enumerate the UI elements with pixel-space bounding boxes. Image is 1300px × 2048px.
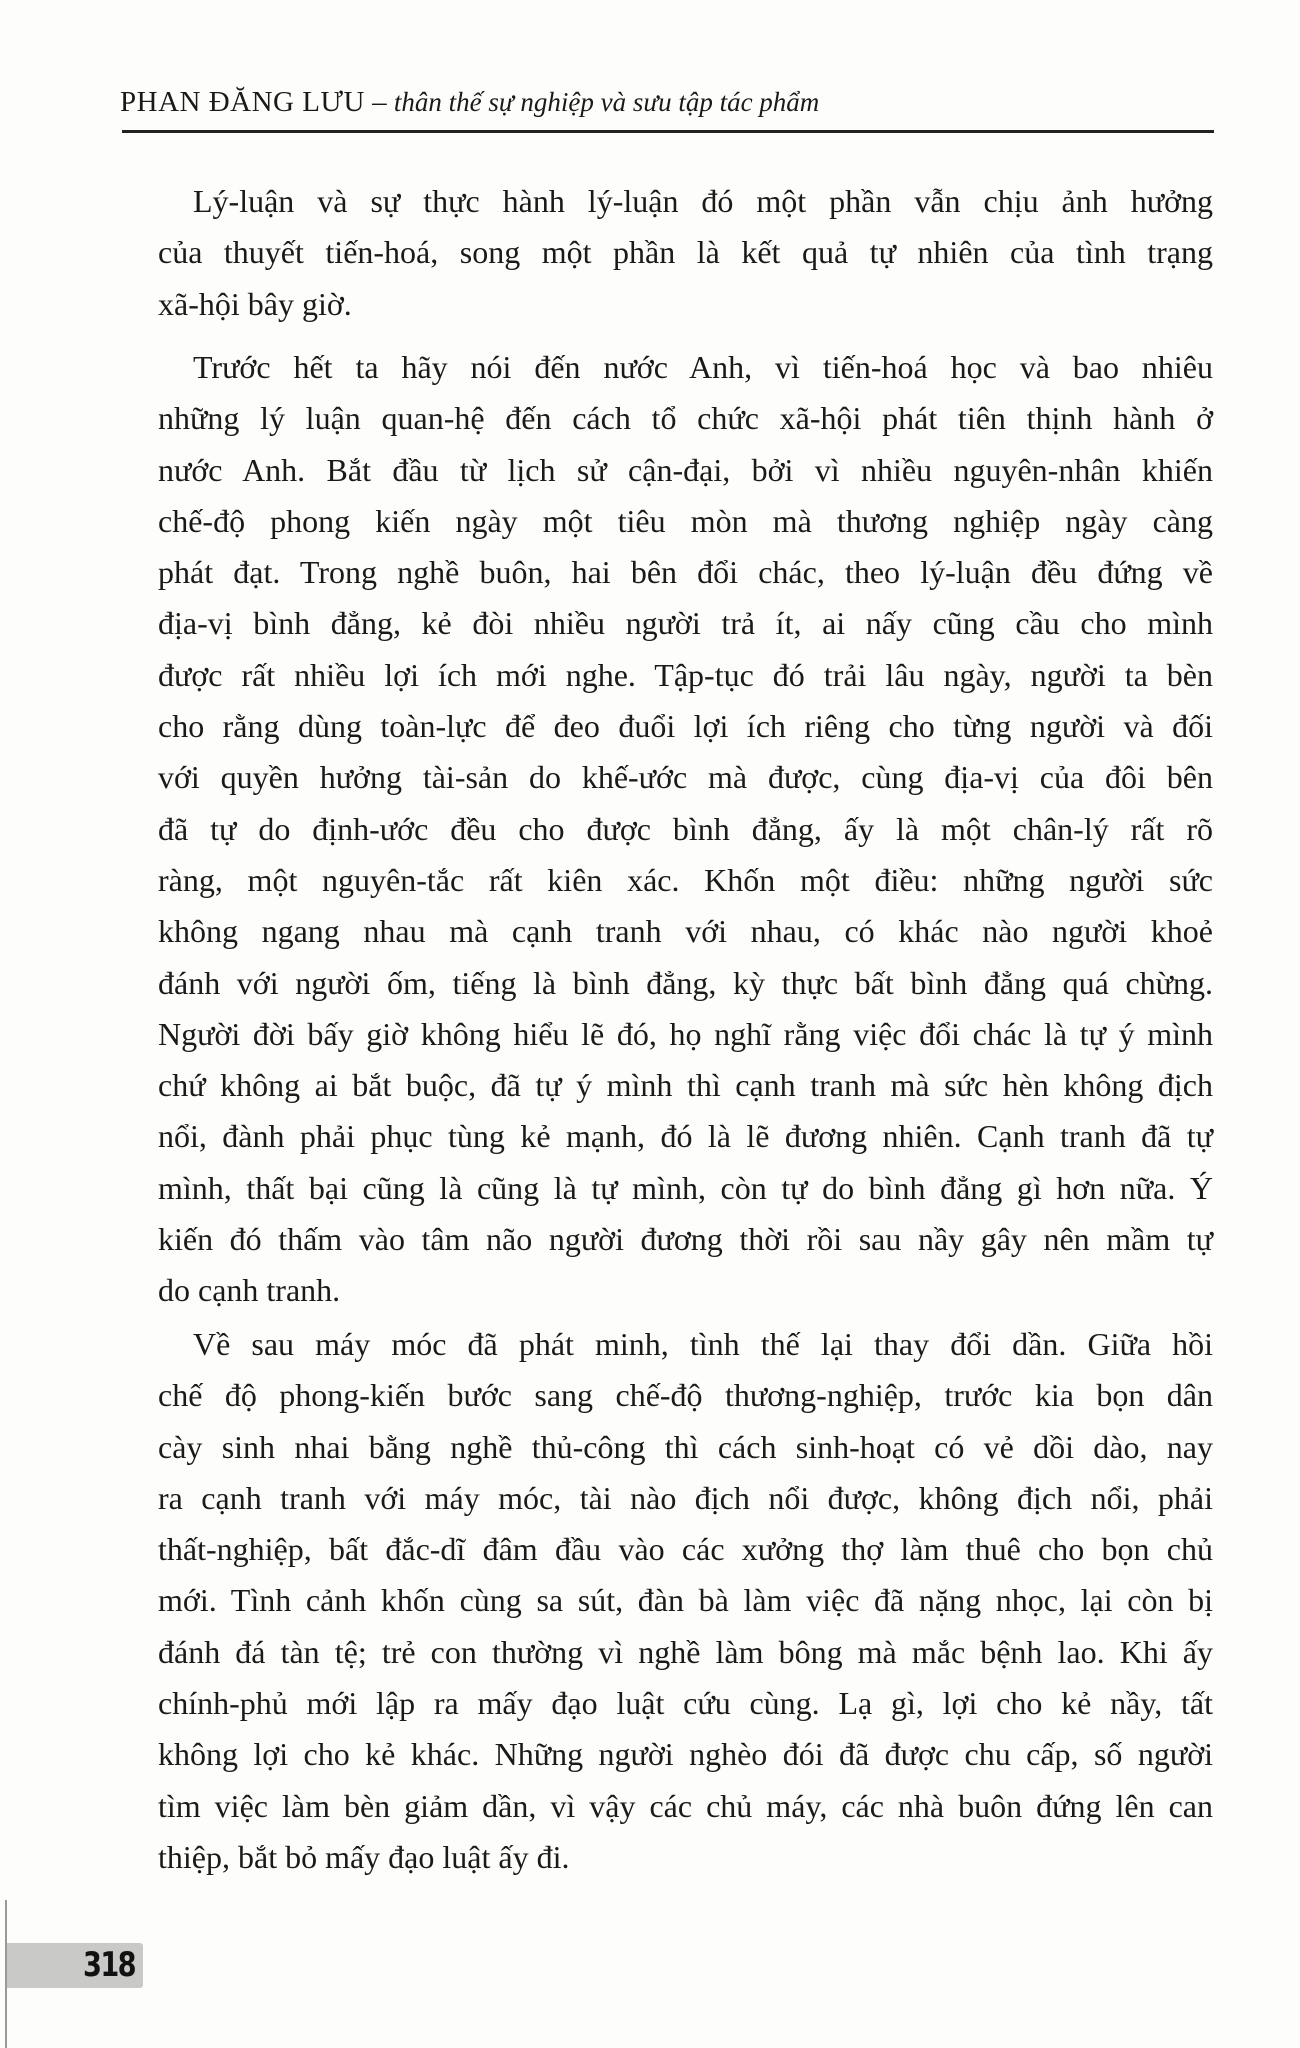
page-number: 318 (83, 1945, 135, 1985)
paragraph-2 (158, 342, 1213, 1317)
text-line: ràng, một nguyên-tắc rất kiên xác. Khốn một điều: những người sức (158, 861, 1213, 898)
header-rule (122, 130, 1214, 133)
text-line: cày sinh nhai bằng nghề thủ-công thì cách sinh-hoạt có vẻ dồi dào, nay (158, 1428, 1213, 1465)
text-line: cho rằng dùng toàn-lực để đeo đuổi lợi ích riêng cho từng người và đối (158, 708, 1213, 745)
text-line: ra cạnh tranh với máy móc, tài nào địch nổi được, không địch nổi, phải (158, 1479, 1213, 1516)
text-line: đánh đá tàn tệ; trẻ con thường vì nghề làm bông mà mắc bệnh lao. Khi ấy (158, 1633, 1213, 1670)
text-line: xã-hội bây giờ. (158, 285, 352, 322)
text-line: nổi, đành phải phục tùng kẻ mạnh, đó là lẽ đương nhiên. Cạnh tranh đã tự (158, 1118, 1213, 1155)
text-line: tìm việc làm bèn giảm dần, vì vậy các chủ máy, các nhà buôn đứng lên can (158, 1787, 1213, 1824)
text-line: nước Anh. Bắt đầu từ lịch sử cận-đại, bởi vì nhiều nguyên-nhân khiến (158, 451, 1213, 488)
header-author: PHAN ĐĂNG LƯU (120, 86, 365, 118)
text-line: không lợi cho kẻ khác. Những người nghèo đói đã được chu cấp, số người (158, 1736, 1213, 1773)
header-subtitle: thân thế sự nghiệp và sưu tập tác phẩm (393, 87, 820, 117)
text-line: chế độ phong-kiến bước sang chế-độ thương-nghiệp, trước kia bọn dân (158, 1377, 1213, 1414)
text-line: Lý-luận và sự thực hành lý-luận đó một phần vẫn chịu ảnh hưởng (193, 183, 1213, 219)
text-line: Trước hết ta hãy nói đến nước Anh, vì tiến-hoá học và bao nhiêu (193, 349, 1213, 385)
text-line: chứ không ai bắt buộc, đã tự ý mình thì cạnh tranh mà sức hèn không địch (158, 1067, 1213, 1104)
text-line: được rất nhiều lợi ích mới nghe. Tập-tục đó trải lâu ngày, người ta bèn (158, 656, 1213, 693)
text-line: chế-độ phong kiến ngày một tiêu mòn mà thương nghiệp ngày càng (158, 502, 1213, 539)
text-line: đã tự do định-ước đều cho được bình đẳng, ấy là một chân-lý rất rõ (158, 810, 1213, 847)
text-line: đánh với người ốm, tiếng là bình đẳng, kỳ thực bất bình đẳng quá chừng. (158, 964, 1213, 1001)
text-line: Về sau máy móc đã phát minh, tình thế lại thay đổi dần. Giữa hồi (193, 1326, 1213, 1362)
page-number-tab (7, 1943, 143, 1988)
text-line: mới. Tình cảnh khốn cùng sa sút, đàn bà làm việc đã nặng nhọc, lại còn bị (158, 1582, 1213, 1619)
text-line: thất-nghiệp, bất đắc-dĩ đâm đầu vào các xưởng thợ làm thuê cho bọn chủ (158, 1531, 1213, 1568)
header-separator: – (364, 86, 394, 118)
text-line: địa-vị bình đẳng, kẻ đòi nhiều người trả ít, ai nấy cũng cầu cho mình (158, 605, 1213, 642)
paragraph-3 (158, 1319, 1213, 1883)
text-line: mình, thất bại cũng là cũng là tự mình, còn tự do bình đẳng gì hơn nữa. Ý (158, 1169, 1213, 1206)
text-line: với quyền hưởng tài-sản do khế-ước mà được, cùng địa-vị của đôi bên (158, 759, 1213, 796)
text-line: phát đạt. Trong nghề buôn, hai bên đổi chác, theo lý-luận đều đứng về (158, 554, 1213, 591)
paragraph-1 (158, 176, 1213, 330)
text-line: những lý luận quan-hệ đến cách tổ chức xã-hội phát tiên thịnh hành ở (158, 400, 1213, 437)
text-line: chính-phủ mới lập ra mấy đạo luật cứu cùng. Lạ gì, lợi cho kẻ nầy, tất (158, 1685, 1213, 1722)
text-line: Người đời bấy giờ không hiểu lẽ đó, họ nghĩ rằng việc đổi chác là tự ý mình (158, 1015, 1213, 1052)
text-line: kiến đó thấm vào tâm não người đương thời rồi sau nầy gây nên mầm tự (158, 1221, 1213, 1258)
text-line: của thuyết tiến-hoá, song một phần là kết quả tự nhiên của tình trạng (158, 234, 1213, 271)
running-header (120, 86, 819, 119)
text-line: không ngang nhau mà cạnh tranh với nhau, có khác nào người khoẻ (158, 913, 1213, 950)
text-line: thiệp, bắt bỏ mấy đạo luật ấy đi. (158, 1838, 570, 1875)
text-line: do cạnh tranh. (158, 1272, 341, 1309)
